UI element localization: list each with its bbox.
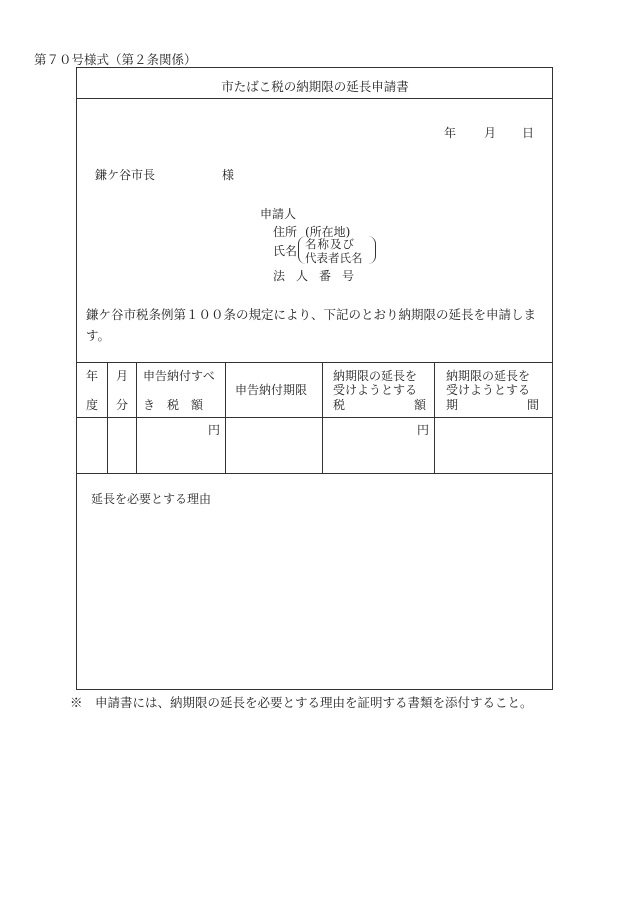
header-year-bottom: 度 [86,398,99,412]
addressee-name: 鎌ケ谷市長 [95,168,156,182]
reason-label: 延長を必要とする理由 [91,492,212,506]
tax-amount-yen-unit: 円 [208,423,221,437]
address-paren-note: (所在地) [305,225,351,239]
table-top-line [76,362,553,363]
name-paren-line2: 代表者氏名 [305,251,363,265]
footnote: ※ 申請書には、納期限の延長を必要とする理由を証明する書類を添付すること。 [70,695,533,710]
header-ext-period-line3b: 間 [527,398,540,412]
header-ext-tax-line3a: 税 [333,398,346,412]
header-year-top: 年 [86,369,99,383]
header-ext-tax-line1: 納期限の延長を [333,369,418,383]
table-col-divider [434,362,435,473]
date-month-label: 月 [484,126,497,140]
header-ext-period-line2: 受けようとする [446,383,531,397]
header-month-bottom: 分 [116,398,129,412]
title-divider [76,98,553,99]
table-col-divider [107,362,108,473]
application-body-text: 鎌ケ谷市税条例第１００条の規定により、下記のとおり納期限の延長を申請します。 [86,307,537,343]
header-ext-period-line3a: 期 [446,398,459,412]
date-day-label: 日 [522,126,535,140]
applicant-label: 申請人 [260,207,297,221]
header-month-top: 月 [116,369,129,383]
form-title: 市たばこ税の納期限の延長申請書 [221,79,409,94]
header-tax-bottom: き 税 額 [143,398,204,412]
header-tax-top: 申告納付すべ [143,369,215,383]
name-label: 氏名 [273,244,298,258]
header-ext-tax-line3b: 額 [414,398,427,412]
name-paren-line1: 名称及び [305,237,355,251]
table-header-line [76,417,553,418]
corporate-number-label: 法人番号 [273,269,366,283]
table-bottom-line [76,473,553,474]
address-label: 住所 [273,225,298,239]
table-col-divider [322,362,323,473]
addressee-honorific: 様 [222,168,235,182]
date-year-label: 年 [444,126,457,140]
form-number: 第７０号様式（第２条関係） [34,52,197,67]
header-ext-tax-line2: 受けようとする [333,383,418,397]
table-col-divider [136,362,137,473]
table-col-divider [225,362,226,473]
ext-tax-yen-unit: 円 [417,423,430,437]
header-ext-period-line1: 納期限の延長を [446,369,531,383]
header-due-date: 申告納付期限 [235,383,308,397]
